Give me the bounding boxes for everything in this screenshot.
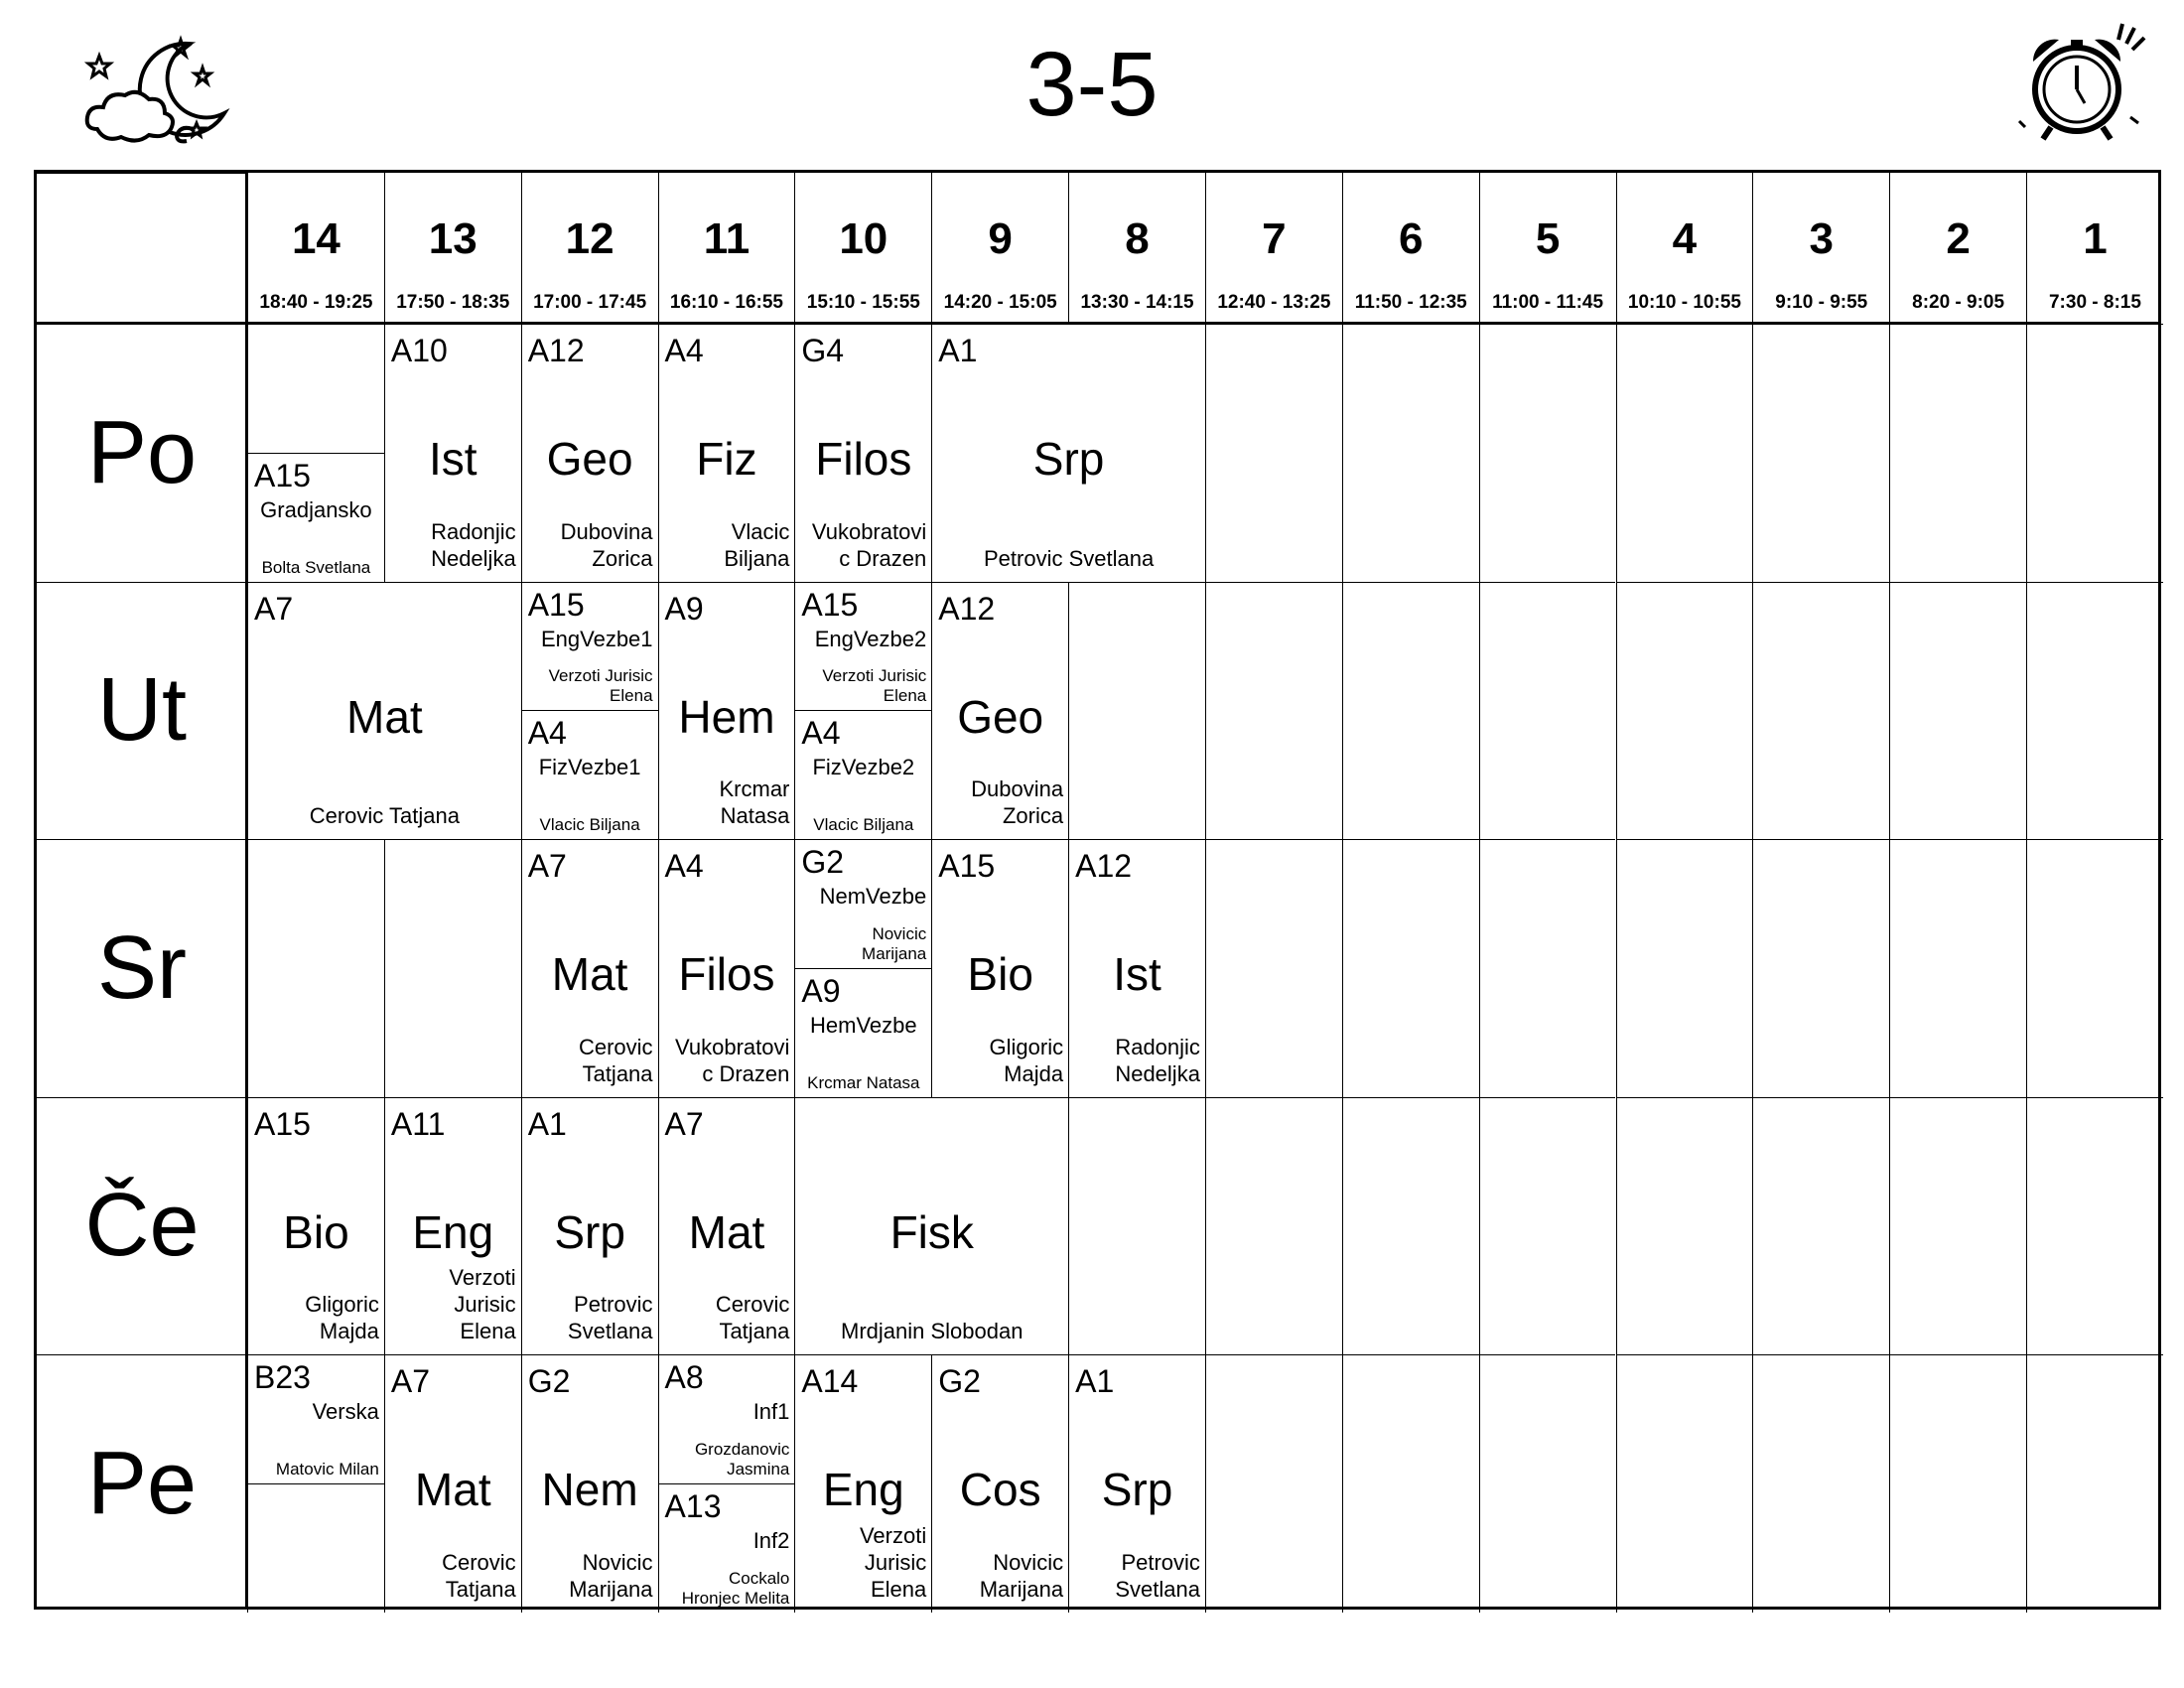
teacher-label-line: Majda bbox=[319, 1319, 379, 1343]
period-time: 7:30 - 8:15 bbox=[2048, 292, 2141, 313]
teacher-label bbox=[971, 775, 1063, 829]
teacher-label-line: Marijana bbox=[569, 1576, 653, 1602]
empty-cell bbox=[1752, 324, 1889, 582]
room-label: A14 bbox=[801, 1363, 859, 1399]
empty-cell bbox=[2026, 324, 2163, 582]
teacher-label-line: c Drazen bbox=[702, 1060, 790, 1086]
teacher-label-line: Zorica bbox=[592, 545, 653, 571]
teacher-label bbox=[1115, 1549, 1200, 1603]
teacher-label: Vlacic Biljana bbox=[539, 815, 640, 834]
empty-cell bbox=[1342, 582, 1479, 840]
subject-label: Geo bbox=[546, 433, 633, 485]
subject-label: Mat bbox=[346, 690, 423, 743]
teacher-label-line: Novicic bbox=[993, 1549, 1064, 1575]
room-label: A13 bbox=[664, 1487, 722, 1524]
lesson-pe-13 bbox=[384, 1354, 521, 1613]
teacher-label bbox=[549, 666, 653, 706]
room-label: A12 bbox=[527, 333, 585, 368]
empty-cell bbox=[1205, 839, 1342, 1097]
empty-cell bbox=[1752, 1097, 1889, 1355]
period-number: 11 bbox=[703, 214, 751, 263]
teacher-label bbox=[568, 1291, 653, 1344]
teacher-label: Bolta Svetlana bbox=[261, 557, 371, 577]
teacher-label-line: Cerovic bbox=[715, 1292, 790, 1317]
teacher-label-line: Krcmar bbox=[719, 776, 790, 801]
room-label: G2 bbox=[938, 1363, 981, 1399]
moon-stars-cloud-icon bbox=[77, 30, 236, 159]
lesson-pe-12 bbox=[521, 1354, 658, 1613]
period-header-7 bbox=[1205, 173, 1342, 324]
teacher-label: Petrovic Svetlana bbox=[983, 545, 1155, 571]
subject-label: NemVezbe bbox=[819, 884, 927, 909]
empty-cell bbox=[1479, 324, 1616, 582]
teacher-label-line: Cerovic bbox=[578, 1034, 653, 1059]
teacher-label bbox=[990, 1034, 1064, 1087]
teacher-label-line: Svetlana bbox=[1115, 1576, 1200, 1602]
teacher-label-line: Novicic bbox=[872, 923, 927, 943]
teacher-label bbox=[305, 1291, 379, 1344]
subject-label: Srp bbox=[554, 1205, 625, 1258]
room-label: A10 bbox=[390, 333, 448, 368]
lesson-pe-11a bbox=[658, 1354, 795, 1483]
teacher-label-line: Biljana bbox=[724, 545, 790, 571]
subject-label: Srp bbox=[1032, 433, 1105, 485]
period-header-1 bbox=[2026, 173, 2163, 324]
empty-cell bbox=[1616, 839, 1753, 1097]
teacher-label-line: Vukobratovi bbox=[675, 1034, 790, 1059]
teacher-label bbox=[980, 1549, 1063, 1603]
empty-cell bbox=[1889, 1354, 2026, 1613]
empty-cell bbox=[2026, 582, 2163, 840]
period-number: 14 bbox=[291, 214, 341, 263]
lesson-ce-fisk bbox=[794, 1097, 1068, 1355]
teacher-label bbox=[442, 1549, 516, 1603]
period-header-2 bbox=[1889, 173, 2026, 324]
day-label-2: Sr bbox=[37, 839, 247, 1097]
lesson-pe-11b bbox=[658, 1483, 795, 1613]
lesson-sr-9 bbox=[931, 839, 1068, 1097]
empty-cell bbox=[247, 1483, 384, 1613]
lesson-ut-10a bbox=[794, 582, 931, 711]
subject-label: Fisk bbox=[889, 1205, 974, 1258]
empty-cell bbox=[1205, 324, 1342, 582]
period-number: 2 bbox=[1946, 214, 1971, 263]
teacher-label: Krcmar Natasa bbox=[807, 1072, 920, 1092]
room-label: A4 bbox=[801, 715, 841, 752]
period-number: 12 bbox=[565, 214, 614, 263]
subject-label: Eng bbox=[822, 1464, 904, 1515]
room-label: A15 bbox=[801, 586, 859, 623]
empty-cell bbox=[1342, 1097, 1479, 1355]
period-time: 11:50 - 12:35 bbox=[1354, 292, 1467, 313]
room-label: A4 bbox=[664, 333, 704, 368]
subject-label: Bio bbox=[967, 948, 1033, 1000]
teacher-label bbox=[860, 1522, 926, 1603]
room-label: A12 bbox=[1075, 848, 1133, 884]
lesson-ut-9 bbox=[931, 582, 1068, 840]
lesson-sr-10a bbox=[794, 839, 931, 968]
teacher-label-line: Jasmina bbox=[727, 1459, 790, 1478]
teacher-label-line: Petrovic bbox=[1121, 1549, 1200, 1575]
teacher-label-line: Svetlana bbox=[567, 1319, 653, 1343]
teacher-label bbox=[822, 666, 926, 706]
teacher-label-line: Tatjana bbox=[445, 1576, 516, 1602]
lesson-ut-mat bbox=[247, 582, 521, 840]
teacher-label-line: Radonjic bbox=[1115, 1034, 1200, 1059]
teacher-label-line: Cerovic bbox=[442, 1549, 516, 1575]
empty-cell bbox=[1479, 1354, 1616, 1613]
teacher-label-line: c Drazen bbox=[839, 545, 927, 571]
empty-cell bbox=[1342, 1354, 1479, 1613]
teacher-label-line: Marijana bbox=[862, 943, 927, 963]
teacher-label-line: Vlacic bbox=[731, 518, 790, 544]
room-label: A9 bbox=[801, 972, 841, 1009]
lesson-pe-9 bbox=[931, 1354, 1068, 1613]
period-number: 13 bbox=[428, 214, 478, 263]
teacher-label bbox=[716, 1291, 790, 1344]
room-label: A15 bbox=[254, 1105, 311, 1142]
room-label: A15 bbox=[938, 848, 996, 884]
teacher-label-line: Natasa bbox=[720, 803, 790, 828]
subject-label: Cos bbox=[959, 1464, 1041, 1515]
empty-cell bbox=[2026, 1354, 2163, 1613]
lesson-po-13 bbox=[384, 324, 521, 582]
period-header-5 bbox=[1479, 173, 1616, 324]
empty-cell bbox=[1889, 324, 2026, 582]
subject-label: EngVezbe2 bbox=[814, 626, 927, 651]
room-label: A15 bbox=[527, 586, 585, 623]
teacher-label bbox=[449, 1264, 515, 1344]
teacher-label-line: Novicic bbox=[582, 1549, 653, 1575]
room-label: A1 bbox=[1075, 1363, 1115, 1399]
lesson-ce-14 bbox=[247, 1097, 384, 1355]
teacher-label-line: Marijana bbox=[979, 1576, 1064, 1602]
period-time: 18:40 - 19:25 bbox=[259, 292, 373, 313]
period-time: 9:10 - 9:55 bbox=[1775, 292, 1868, 313]
day-label-4: Pe bbox=[37, 1354, 247, 1613]
empty-cell bbox=[1889, 582, 2026, 840]
room-label: A4 bbox=[527, 715, 567, 752]
empty-cell bbox=[247, 324, 384, 453]
period-time: 14:20 - 15:05 bbox=[943, 292, 1057, 313]
teacher-label bbox=[862, 924, 926, 964]
teacher-label: Cerovic Tatjana bbox=[309, 803, 460, 828]
teacher-label bbox=[695, 1440, 789, 1479]
period-time: 17:00 - 17:45 bbox=[533, 292, 647, 313]
subject-label: Gradjansko bbox=[260, 496, 372, 522]
room-label: A7 bbox=[254, 590, 294, 627]
lesson-pe-8 bbox=[1068, 1354, 1205, 1613]
lesson-ce-12 bbox=[521, 1097, 658, 1355]
room-label: A4 bbox=[664, 848, 704, 884]
subject-label: Srp bbox=[1101, 1464, 1173, 1515]
period-header-3 bbox=[1752, 173, 1889, 324]
period-time: 10:10 - 10:55 bbox=[1627, 292, 1741, 313]
subject-label: Filos bbox=[678, 948, 775, 1000]
subject-label: EngVezbe1 bbox=[540, 626, 653, 651]
empty-cell bbox=[1342, 324, 1479, 582]
room-label: A9 bbox=[664, 590, 704, 627]
period-header-10 bbox=[794, 173, 931, 324]
subject-label: Eng bbox=[412, 1205, 494, 1258]
teacher-label bbox=[569, 1549, 652, 1603]
day-label-3: Če bbox=[37, 1097, 247, 1355]
subject-label: Verska bbox=[312, 1399, 379, 1424]
subject-label: Mat bbox=[414, 1464, 491, 1515]
period-header-14 bbox=[247, 173, 384, 324]
subject-label: Ist bbox=[428, 433, 478, 485]
teacher-label-line: Radonjic bbox=[431, 518, 516, 544]
room-label: A8 bbox=[664, 1359, 704, 1395]
teacher-label bbox=[431, 518, 516, 572]
teacher-label: Mrdjanin Slobodan bbox=[841, 1319, 1024, 1343]
teacher-label: Matovic Milan bbox=[275, 1459, 379, 1478]
empty-cell bbox=[2026, 1097, 2163, 1355]
subject-label: Hem bbox=[678, 690, 775, 743]
teacher-label-line: Verzoti Jurisic bbox=[548, 666, 653, 686]
room-label: A1 bbox=[938, 333, 978, 368]
subject-label: FizVezbe2 bbox=[812, 755, 915, 780]
period-time: 12:40 - 13:25 bbox=[1217, 292, 1331, 313]
period-time: 13:30 - 14:15 bbox=[1080, 292, 1194, 313]
subject-label: Filos bbox=[815, 433, 912, 485]
period-header-13 bbox=[384, 173, 521, 324]
subject-label: Fiz bbox=[696, 433, 757, 485]
lesson-ce-13 bbox=[384, 1097, 521, 1355]
subject-label: Ist bbox=[1113, 948, 1161, 1000]
lesson-pe-14 bbox=[247, 1354, 384, 1483]
period-time: 15:10 - 15:55 bbox=[806, 292, 920, 313]
empty-cell bbox=[1205, 1354, 1342, 1613]
lesson-po-9 bbox=[931, 324, 1205, 582]
teacher-label-line: Vukobratovi bbox=[811, 518, 927, 544]
period-header-8 bbox=[1068, 173, 1205, 324]
subject-label: HemVezbe bbox=[810, 1012, 917, 1038]
timetable-grid bbox=[34, 170, 2161, 1610]
empty-cell bbox=[1068, 1097, 1205, 1355]
period-header-12 bbox=[521, 173, 658, 324]
room-label: G2 bbox=[801, 844, 845, 880]
teacher-label-line: Verzoti bbox=[449, 1265, 516, 1290]
empty-cell bbox=[1479, 839, 1616, 1097]
teacher-label-line: Grozdanovic bbox=[694, 1439, 790, 1459]
period-number: 8 bbox=[1125, 214, 1150, 263]
teacher-label bbox=[724, 518, 789, 572]
room-label: B23 bbox=[254, 1359, 311, 1395]
empty-cell bbox=[1889, 839, 2026, 1097]
empty-cell bbox=[1752, 582, 1889, 840]
teacher-label-line: Majda bbox=[1004, 1060, 1064, 1086]
day-label-1: Ut bbox=[37, 582, 247, 840]
lesson-po-12 bbox=[521, 324, 658, 582]
teacher-label-line: Zorica bbox=[1002, 803, 1064, 828]
teacher-label-line: Dubovina bbox=[971, 776, 1064, 801]
empty-cell bbox=[1342, 839, 1479, 1097]
subject-label: Mat bbox=[688, 1205, 765, 1258]
teacher-label-line: Jurisic bbox=[864, 1549, 927, 1575]
lesson-sr-8 bbox=[1068, 839, 1205, 1097]
teacher-label bbox=[1115, 1034, 1200, 1087]
room-label: A12 bbox=[938, 590, 996, 627]
period-header-9 bbox=[931, 173, 1068, 324]
empty-cell bbox=[1479, 582, 1616, 840]
empty-cell bbox=[1752, 1354, 1889, 1613]
empty-cell bbox=[384, 839, 521, 1097]
period-number: 7 bbox=[1262, 214, 1287, 263]
teacher-label-line: Tatjana bbox=[582, 1060, 653, 1086]
period-number: 5 bbox=[1535, 214, 1561, 263]
period-time: 11:00 - 11:45 bbox=[1492, 292, 1604, 313]
period-number: 4 bbox=[1672, 214, 1698, 263]
period-number: 10 bbox=[839, 214, 888, 263]
empty-cell bbox=[1205, 582, 1342, 840]
teacher-label-line: Tatjana bbox=[719, 1319, 790, 1343]
teacher-label-line: Hronjec Melita bbox=[681, 1588, 790, 1608]
teacher-label-line: Elena bbox=[460, 1319, 516, 1343]
period-time: 16:10 - 16:55 bbox=[669, 292, 783, 313]
empty-cell bbox=[1616, 1354, 1753, 1613]
room-label: A1 bbox=[527, 1105, 567, 1142]
teacher-label-line: Elena bbox=[870, 1576, 927, 1602]
empty-cell bbox=[1752, 839, 1889, 1097]
lesson-ut-12b bbox=[521, 710, 658, 839]
empty-cell bbox=[1616, 582, 1753, 840]
subject-label: Bio bbox=[283, 1205, 349, 1258]
empty-cell bbox=[247, 839, 384, 1097]
room-label: G4 bbox=[801, 333, 845, 368]
teacher-label-line: Gligoric bbox=[305, 1292, 379, 1317]
teacher-label-line: Verzoti Jurisic bbox=[822, 666, 927, 686]
lesson-sr-11 bbox=[658, 839, 795, 1097]
empty-cell bbox=[1068, 582, 1205, 840]
subject-label: Inf2 bbox=[752, 1527, 790, 1553]
lesson-sr-12 bbox=[521, 839, 658, 1097]
teacher-label-line: Dubovina bbox=[560, 518, 653, 544]
period-time: 17:50 - 18:35 bbox=[396, 292, 510, 313]
lesson-ut-10b bbox=[794, 710, 931, 839]
corner-cell bbox=[37, 173, 247, 324]
teacher-label-line: Nedeljka bbox=[431, 545, 516, 571]
page-title: 3-5 bbox=[1025, 34, 1159, 135]
period-number: 9 bbox=[988, 214, 1013, 263]
room-label: G2 bbox=[527, 1363, 571, 1399]
subject-label: FizVezbe1 bbox=[538, 755, 641, 780]
lesson-ut-11 bbox=[658, 582, 795, 840]
lesson-ut-12a bbox=[521, 582, 658, 711]
lesson-po-10 bbox=[794, 324, 931, 582]
teacher-label bbox=[720, 775, 790, 829]
subject-label: Inf1 bbox=[752, 1399, 790, 1424]
lesson-po-11 bbox=[658, 324, 795, 582]
lesson-sr-10b bbox=[794, 968, 931, 1097]
teacher-label-line: Verzoti bbox=[859, 1522, 927, 1548]
empty-cell bbox=[1205, 1097, 1342, 1355]
subject-label: Mat bbox=[551, 948, 628, 1000]
period-header-6 bbox=[1342, 173, 1479, 324]
period-number: 1 bbox=[2083, 214, 2108, 263]
room-label: A15 bbox=[254, 457, 311, 493]
lesson-pe-10 bbox=[794, 1354, 931, 1613]
teacher-label bbox=[682, 1569, 790, 1609]
period-time: 8:20 - 9:05 bbox=[1912, 292, 2005, 313]
period-header-4 bbox=[1616, 173, 1753, 324]
empty-cell bbox=[1616, 1097, 1753, 1355]
room-label: A7 bbox=[527, 848, 567, 884]
teacher-label bbox=[561, 518, 653, 572]
teacher-label: Vlacic Biljana bbox=[813, 815, 914, 834]
teacher-label-line: Jurisic bbox=[454, 1292, 516, 1317]
lesson-po-14 bbox=[247, 453, 384, 582]
subject-label: Geo bbox=[957, 690, 1044, 743]
room-label: A7 bbox=[390, 1363, 430, 1399]
lesson-ce-11 bbox=[658, 1097, 795, 1355]
teacher-label-line: Gligoric bbox=[989, 1034, 1064, 1059]
empty-cell bbox=[1889, 1097, 2026, 1355]
empty-cell bbox=[2026, 839, 2163, 1097]
teacher-label bbox=[579, 1034, 653, 1087]
period-header-11 bbox=[658, 173, 795, 324]
room-label: A11 bbox=[390, 1105, 446, 1142]
teacher-label bbox=[812, 518, 926, 572]
teacher-label-line: Nedeljka bbox=[1115, 1060, 1200, 1086]
period-number: 3 bbox=[1809, 214, 1834, 263]
teacher-label-line: Petrovic bbox=[574, 1292, 653, 1317]
subject-label: Nem bbox=[541, 1464, 638, 1515]
teacher-label bbox=[675, 1034, 789, 1087]
room-label: A7 bbox=[664, 1105, 704, 1142]
period-number: 6 bbox=[1398, 214, 1424, 263]
teacher-label-line: Cockalo bbox=[728, 1568, 790, 1588]
teacher-label-line: Elena bbox=[610, 686, 653, 706]
empty-cell bbox=[1616, 324, 1753, 582]
teacher-label-line: Elena bbox=[883, 686, 927, 706]
day-label-0: Po bbox=[37, 324, 247, 582]
alarm-clock-icon bbox=[2015, 18, 2154, 147]
empty-cell bbox=[1479, 1097, 1616, 1355]
